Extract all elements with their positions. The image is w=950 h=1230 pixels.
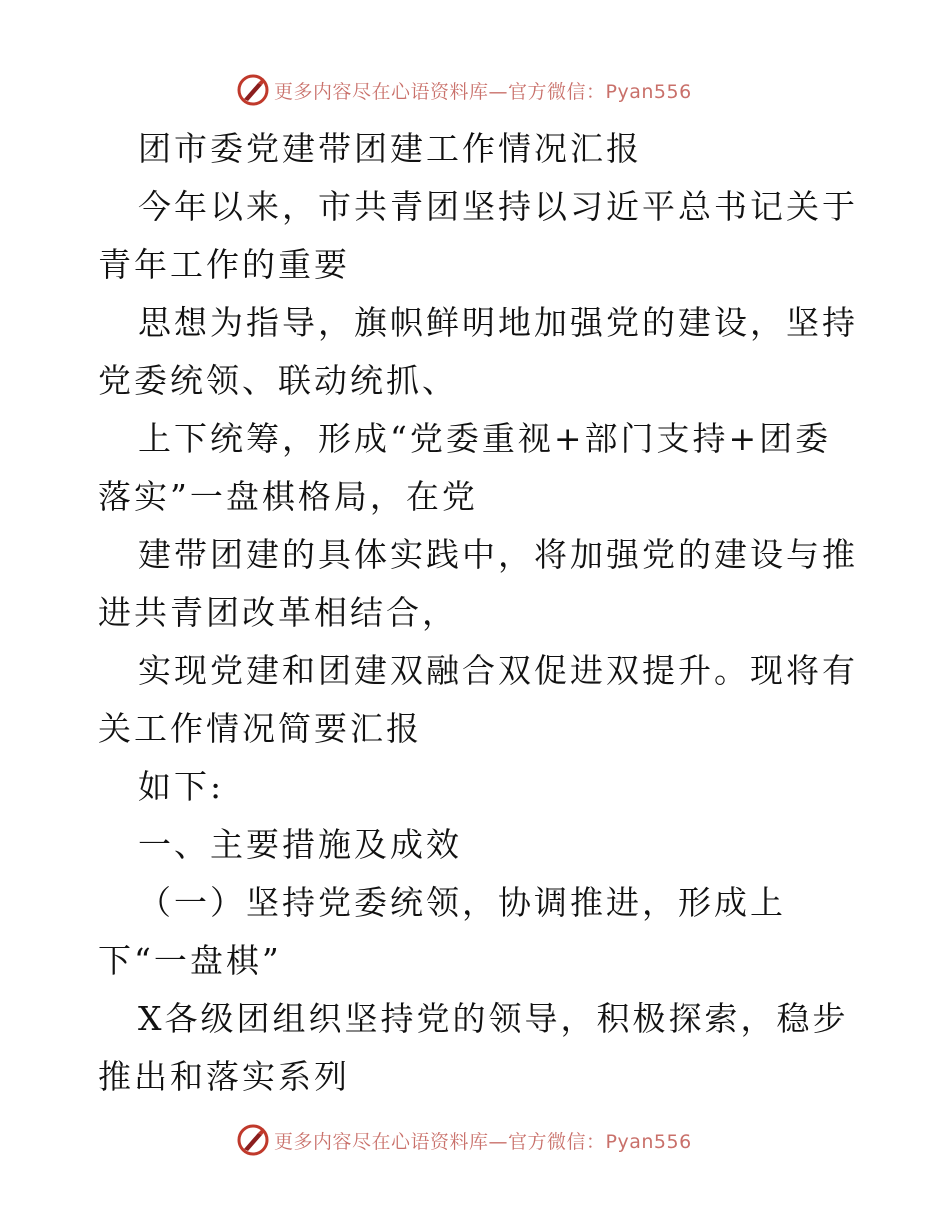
subsection-heading: （一）坚持党委统领，协调推进，形成上下“一盘棋” [98, 883, 786, 980]
watermark-text: 更多内容尽在心语资料库—官方微信：Pyan556 [274, 80, 692, 103]
paragraph: 实现党建和团建双融合双促进双提升。现将有关工作情况简要汇报 [98, 651, 858, 748]
paragraph: 上下统筹，形成“党委重视+部门支持+团委落实”一盘棋格局，在党 [98, 419, 832, 516]
pen-circle-logo-icon [236, 1123, 270, 1157]
watermark-header [236, 72, 692, 108]
paragraph: 今年以来，市共青团坚持以习近平总书记关于青年工作的重要 [98, 187, 858, 284]
paragraph: 思想为指导，旗帜鲜明地加强党的建设，坚持党委统领、联动统抓、 [98, 303, 858, 400]
section-heading: 一、主要措施及成效 [138, 825, 462, 864]
document-body [98, 120, 858, 1106]
watermark-text: 更多内容尽在心语资料库—官方微信：Pyan556 [274, 1130, 692, 1153]
paragraph: X各级团组织坚持党的领导，积极探索，稳步推出和落实系列 [98, 999, 849, 1096]
paragraph: 如下: [138, 767, 225, 806]
watermark-footer [236, 1122, 692, 1158]
document-title: 团市委党建带团建工作情况汇报 [138, 129, 642, 168]
paragraph: 建带团建的具体实践中，将加强党的建设与推进共青团改革相结合， [98, 535, 858, 632]
pen-circle-logo-icon [236, 73, 270, 107]
